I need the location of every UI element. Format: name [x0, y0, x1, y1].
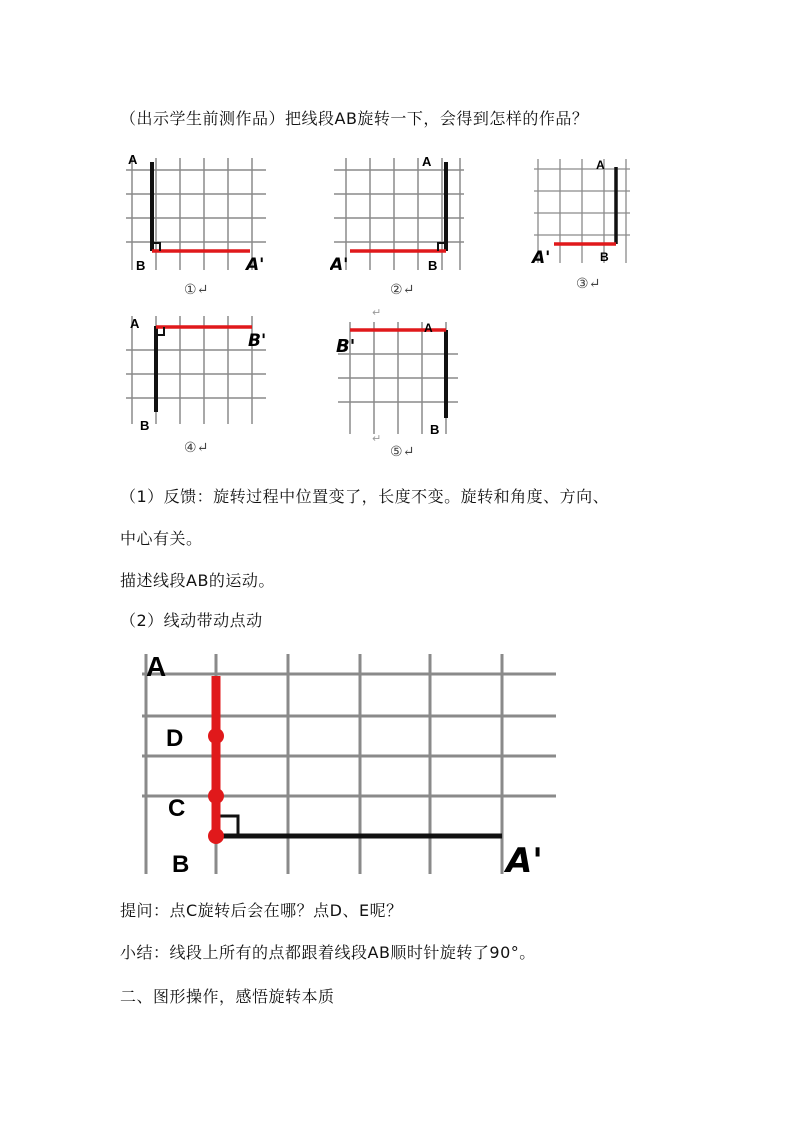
figure-2-label-b: B: [428, 258, 438, 273]
figure-4-caption: ④: [184, 440, 197, 456]
section-2-title: （2）线动带动点动: [120, 611, 263, 630]
figure-1-label-b: B: [136, 258, 146, 273]
return-mark: ↵: [402, 282, 415, 298]
figure-5-caption: ⑤: [390, 444, 403, 460]
return-mark: ↵: [372, 306, 382, 319]
return-mark: ↵: [196, 282, 209, 298]
figure-4-grid: [126, 312, 276, 437]
figure-4-label-end: B': [248, 331, 267, 351]
big-figure-label-d: D: [166, 725, 184, 752]
figure-5-label-a: A: [424, 321, 433, 335]
figure-1: [126, 150, 276, 275]
figure-5-label-b: B: [430, 422, 440, 437]
big-figure-label-b: B: [172, 851, 190, 878]
figure-4-label-a: A: [130, 316, 140, 331]
figure-3-caption: ③: [576, 276, 589, 292]
describe-text: 描述线段AB的运动。: [120, 571, 275, 590]
figure-5: [336, 318, 466, 443]
figure-2: [330, 150, 470, 275]
big-figure-label-c: C: [168, 795, 186, 822]
heading-2: 二、图形操作，感悟旋转本质: [120, 987, 335, 1006]
big-figure-label-a: A: [146, 651, 167, 682]
intro-text: （出示学生前测作品）把线段AB旋转一下，会得到怎样的作品？: [120, 109, 589, 128]
summary-text: 小结：线段上所有的点都跟着线段AB顺时针旋转了90°。: [120, 943, 536, 962]
figure-2-caption: ②: [390, 282, 403, 298]
figure-2-label-end: A': [330, 255, 349, 275]
figure-1-label-a: A: [128, 152, 138, 167]
figure-2-label-a: A: [422, 154, 432, 169]
figure-3: [530, 155, 640, 270]
figure-4-label-b: B: [140, 418, 150, 433]
figure-3-label-a: A: [596, 158, 605, 172]
figure-1-grid: [126, 150, 276, 275]
figure-3-grid: [530, 155, 640, 270]
feedback-line-1: （1）反馈：旋转过程中位置变了，长度不变。旋转和角度、方向、: [120, 487, 610, 506]
return-mark: ↵: [372, 432, 382, 445]
figure-1-caption: ①: [184, 282, 197, 298]
feedback-line-2: 中心有关。: [120, 529, 203, 548]
return-mark: ↵: [196, 440, 209, 456]
big-figure-grid: [142, 650, 558, 878]
figure-5-grid: [336, 318, 466, 443]
figure-4: [126, 312, 276, 437]
figure-5-label-end: B': [336, 336, 356, 357]
figure-3-label-b: B: [600, 250, 609, 264]
big-figure: [142, 650, 558, 878]
big-figure-label-end: A': [506, 841, 543, 878]
figure-2-grid: [330, 150, 470, 275]
return-mark: ↵: [402, 444, 415, 460]
question-text: 提问：点C旋转后会在哪？点D、E呢？: [120, 901, 403, 920]
return-mark: ↵: [588, 276, 601, 292]
figure-3-label-end: A': [532, 248, 551, 268]
figure-1-label-end: A': [246, 255, 265, 275]
